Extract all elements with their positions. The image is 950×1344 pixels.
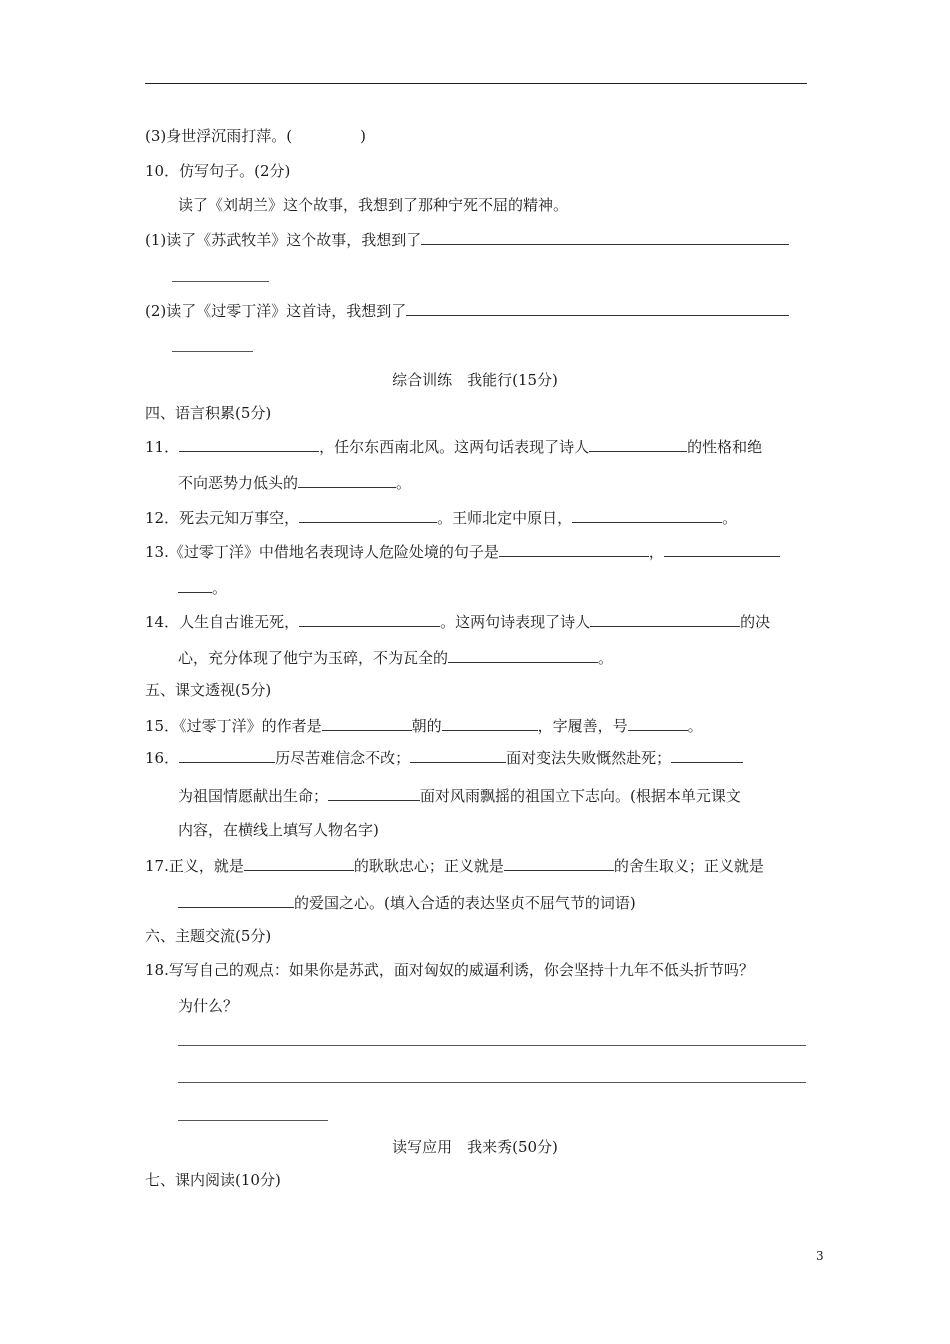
q16-line-3: 内容，在横线上填写人物名字) — [178, 821, 379, 839]
answer-blank[interactable] — [322, 715, 412, 731]
answer-blank[interactable] — [328, 785, 420, 801]
answer-blank[interactable] — [406, 300, 789, 316]
answer-blank[interactable] — [590, 611, 740, 627]
answer-blank[interactable] — [499, 541, 649, 557]
answer-blank[interactable] — [244, 855, 354, 871]
q17-line-2: 的爱国之心。(填入合适的表达坚贞不屈气节的词语) — [178, 892, 636, 913]
q18-line-1: 18.写写自己的观点：如果你是苏武，面对匈奴的威逼利诱，你会坚持十九年不低头折节吗？ — [145, 961, 754, 979]
answer-blank[interactable] — [664, 541, 780, 557]
answer-line[interactable] — [178, 1120, 328, 1121]
answer-blank[interactable] — [421, 229, 789, 245]
answer-blank[interactable] — [671, 747, 743, 763]
q9-item-3: (3)身世浮沉雨打萍。( ) — [145, 127, 366, 145]
q15: 15．《过零丁洋》的作者是 朝的 ，字履善，号 。 — [145, 717, 703, 735]
answer-blank[interactable] — [442, 715, 538, 731]
part-6-heading: 六、主题交流(5分) — [145, 927, 272, 945]
answer-blank[interactable] — [172, 351, 253, 352]
q13-line-2: 。 — [178, 577, 227, 598]
q16-line-2: 为祖国情愿献出生命； 面对风雨飘摇的祖国立下志向。(根据本单元课文 — [178, 787, 741, 805]
q13-line-1: 13.《过零丁洋》中借地名表现诗人危险处境的句子是 ， — [145, 541, 780, 562]
part-4-heading: 四、语言积累(5分) — [145, 404, 272, 422]
q10-item-1: (1)读了《苏武牧羊》这个故事，我想到了 — [145, 229, 789, 250]
answer-line[interactable] — [178, 1082, 806, 1083]
part-7-heading: 七、课内阅读(10分) — [145, 1171, 281, 1189]
answer-blank[interactable] — [448, 647, 598, 663]
answer-blank[interactable] — [179, 436, 319, 452]
answer-blank[interactable] — [292, 126, 360, 141]
answer-line[interactable] — [178, 1045, 806, 1046]
answer-blank[interactable] — [299, 507, 437, 523]
answer-blank[interactable] — [572, 507, 722, 523]
q10-item-2: (2)读了《过零丁洋》这首诗，我想到了 — [145, 300, 789, 321]
q12: 12．死去元知万事空， 。王师北定中原日， 。 — [145, 509, 738, 527]
q10-example: 读了《刘胡兰》这个故事，我想到了那种宁死不屈的精神。 — [178, 196, 569, 214]
answer-blank[interactable] — [589, 436, 687, 452]
answer-blank[interactable] — [298, 472, 396, 488]
answer-blank[interactable] — [172, 281, 269, 282]
q11-line-1: 11． ，任尔东西南北风。这两句话表现了诗人 的性格和绝 — [145, 438, 763, 456]
answer-blank[interactable] — [179, 747, 275, 763]
q18-line-2: 为什么？ — [178, 997, 239, 1015]
answer-blank[interactable] — [410, 747, 506, 763]
page-number: 3 — [816, 1249, 824, 1263]
answer-blank[interactable] — [628, 715, 688, 731]
q17-line-1: 17.正义，就是 的耿耿忠心；正义就是 的舍生取义；正义就是 — [145, 857, 764, 875]
q16-line-1: 16． 历尽苦难信念不改； 面对变法失败慨然赴死； — [145, 747, 743, 768]
answer-blank[interactable] — [178, 892, 294, 908]
q10-title: 10．仿写句子。(2分) — [145, 162, 291, 180]
answer-blank[interactable] — [178, 577, 212, 593]
answer-blank[interactable] — [299, 611, 440, 627]
q14-line-1: 14．人生自古谁无死， 。这两句诗表现了诗人 的决 — [145, 613, 771, 631]
q14-line-2: 心，充分体现了他宁为玉碎，不为瓦全的 。 — [178, 649, 614, 667]
section-heading-duxie: 读写应用 我来秀(50分) — [392, 1138, 558, 1156]
header-rule — [145, 83, 807, 84]
q11-line-2: 不向恶势力低头的 。 — [178, 474, 412, 492]
part-5-heading: 五、课文透视(5分) — [145, 681, 272, 699]
answer-blank[interactable] — [504, 855, 614, 871]
section-heading-zonghe: 综合训练 我能行(15分) — [392, 371, 558, 389]
